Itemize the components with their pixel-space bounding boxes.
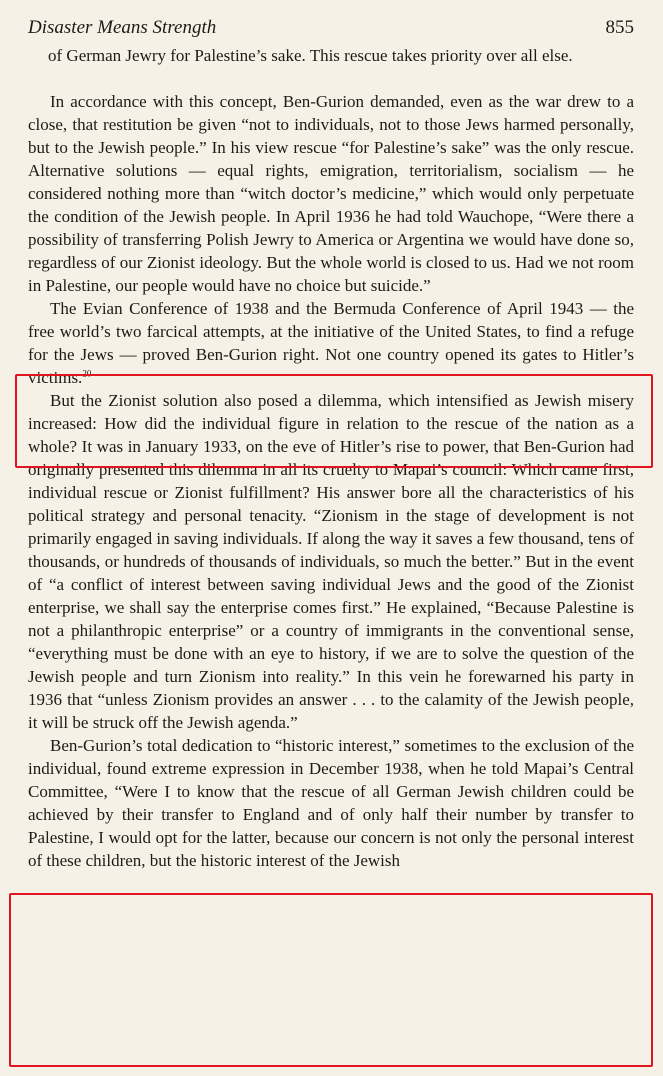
- footnote-marker: 20: [82, 368, 92, 379]
- paragraph-zionist-dilemma: But the Zionist solution also posed a dilemma, which intensified as Jewish misery increased: How did the individual figure in relation to the rescue of the nation as a whole? It was in January 1933, on the eve of Hitler’s rise to power, that Ben-Gurion had originally presented this dilemma in all its cruelty to Mapai’s council: Which came first, individual rescue or Zionist fulfillment? His answer bore all the characteristics of his political strategy and personal tenacity. “Zionism in the stage of development is not primarily engaged in saving individuals. If along the way it saves a few thousand, tens of thousands, or hundreds of thousands of individuals, so much the better.” But in the event of “a conflict of interest between saving individual Jews and the good of the Zionist enterprise, we shall say the enterprise comes first.” He explained, “Because Palestine is not a philanthropic enterprise” or a country of immigrants in the conventional sense, “everything must be done with an eye to history, if we are to solve the question of the Jewish people and turn Zionism into reality.” In this vein he forewarned his party in 1936 that “unless Zionism provides an answer . . . to the calamity of the Jewish people, it will be struck off the Jewish agenda.”: [28, 391, 634, 732]
- paragraph-ben-gurion-restitution: In accordance with this concept, Ben-Gurion demanded, even as the war drew to a close, that restitution be given “not to individuals, not to those Jews harmed personally, but to the Jewish people.” In his view rescue “for Palestine’s sake” was the only rescue. Alternative solutions — equal rights, emigration, territorialism, socialism — he considered nothing more than “witch doctor’s medicine,” which would only perpetuate the condition of the Jewish people. In April 1936 he had told Wauchope, “Were there a possibility of transferring Polish Jewry to America or Argentina we would have done so, regardless of our Zionist ideology. But the whole world is closed to us. Had we not room in Palestine, our people would have no choice but suicide.”: [28, 92, 634, 295]
- paragraph-continuation: of German Jewry for Palestine’s sake. This rescue takes priority over all else.: [48, 46, 573, 65]
- paragraph-evian-bermuda-text: The Evian Conference of 1938 and the Bermuda Conference of April 1943 — the free world’s two farcical attempts, at the initiative of the United States, to find a refuge for the Jews — proved Ben-Gurion right. Not one country opened its gates to Hitler’s victims.: [28, 299, 634, 387]
- paragraph-historic-interest: Ben-Gurion’s total dedication to “historic interest,” sometimes to the exclusion of the individual, found extreme expression in December 1938, when he told Mapai’s Central Committee, “Were I to know that the rescue of all German Jewish children could be achieved by their transfer to England and of only half their number by transfer to Palestine, I would opt for the latter, because our concern is not only the personal interest of these children, but the historic interest of the Jewish: [28, 736, 634, 870]
- page-header: [28, 14, 634, 42]
- paragraph-evian-bermuda: [28, 297, 634, 389]
- running-head: Disaster Means Strength: [28, 17, 217, 38]
- page-number: 855: [605, 17, 634, 38]
- page-body: [28, 44, 634, 872]
- highlight-box-historic-interest: [9, 893, 653, 1067]
